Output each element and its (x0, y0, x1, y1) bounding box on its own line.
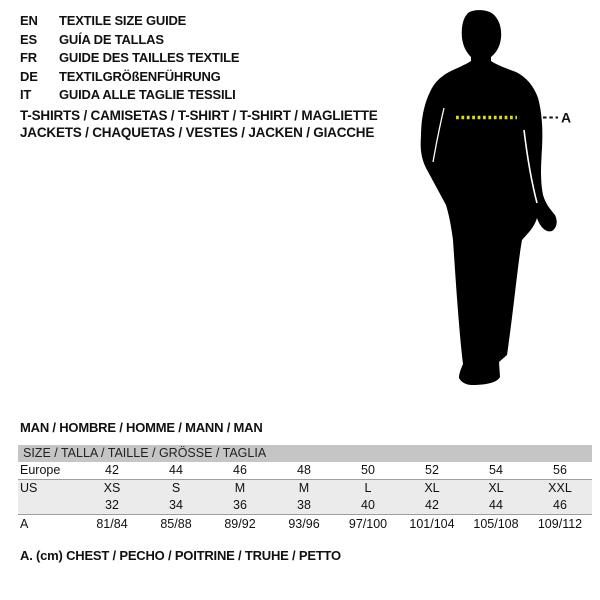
table-cell: 50 (361, 463, 375, 477)
language-code: DE (20, 68, 38, 84)
language-code: EN (20, 13, 38, 28)
table-cell: M (298, 481, 310, 495)
table-cell: S (171, 481, 181, 495)
table-cell: 89/92 (224, 517, 256, 531)
table-row-europe (18, 462, 592, 480)
language-code: FR (20, 50, 37, 66)
table-cell: 34 (169, 498, 183, 512)
table-header: SIZE / TALLA / TAILLE / GRÖSSE / TAGLIA (18, 445, 592, 462)
footnote-chest: A. (cm) CHEST / PECHO / POITRINE / TRUHE / PETTO (20, 548, 341, 563)
table-cell: 38 (297, 498, 311, 512)
measure-label-a: A (561, 109, 572, 126)
table-cell: 46 (233, 463, 247, 477)
table-cell: 48 (297, 463, 311, 477)
table-cell: XXL (548, 481, 572, 495)
row-label: Europe (20, 463, 61, 477)
table-row-uk (18, 497, 592, 515)
table-cell: XL (488, 481, 504, 495)
row-label (18, 497, 80, 514)
table-cell: L (364, 481, 372, 495)
language-label: GUÍA DE TALLAS (59, 31, 164, 47)
table-cell: 46 (553, 498, 567, 512)
table-cell: 42 (105, 463, 119, 477)
table-cell: M (234, 481, 246, 495)
row-label: US (20, 481, 38, 495)
category-line-tshirts: T-SHIRTS / CAMISETAS / T-SHIRT / T-SHIRT / MAGLIETTE (20, 108, 378, 123)
table-cell: 109/112 (537, 517, 583, 531)
language-label: GUIDA ALLE TAGLIE TESSILI (59, 87, 236, 103)
table-cell: 85/88 (160, 517, 192, 531)
language-code: IT (20, 87, 32, 103)
language-label: TEXTILE SIZE GUIDE (59, 13, 187, 28)
table-row-chest-a (18, 515, 592, 534)
table-cell: 54 (489, 463, 503, 477)
table-cell: 101/104 (409, 517, 455, 531)
table-cell: 81/84 (96, 517, 128, 531)
table-cell: XL (424, 481, 440, 495)
table-cell: 93/96 (288, 517, 320, 531)
section-title-man: MAN / HOMBRE / HOMME / MANN / MAN (20, 420, 263, 435)
row-label: A (20, 517, 29, 531)
table-cell: 52 (425, 463, 439, 477)
language-code: ES (20, 31, 37, 47)
table-cell: 44 (489, 498, 503, 512)
table-cell: 42 (425, 498, 439, 512)
table-cell: 32 (105, 498, 119, 512)
language-label: TEXTILGRÖßENFÜHRUNG (59, 68, 221, 84)
table-cell: 105/108 (473, 517, 519, 531)
table-cell: 97/100 (348, 517, 388, 531)
table-cell: 40 (361, 498, 375, 512)
table-cell: 44 (169, 463, 183, 477)
size-table (18, 445, 592, 534)
language-label: GUIDE DES TAILLES TEXTILE (59, 50, 240, 66)
table-cell: 36 (233, 498, 247, 512)
table-cell: 56 (553, 463, 567, 477)
category-line-jackets: JACKETS / CHAQUETAS / VESTES / JACKEN / GIACCHE (20, 125, 375, 140)
table-cell: XS (103, 481, 121, 495)
table-row-us (18, 480, 592, 497)
